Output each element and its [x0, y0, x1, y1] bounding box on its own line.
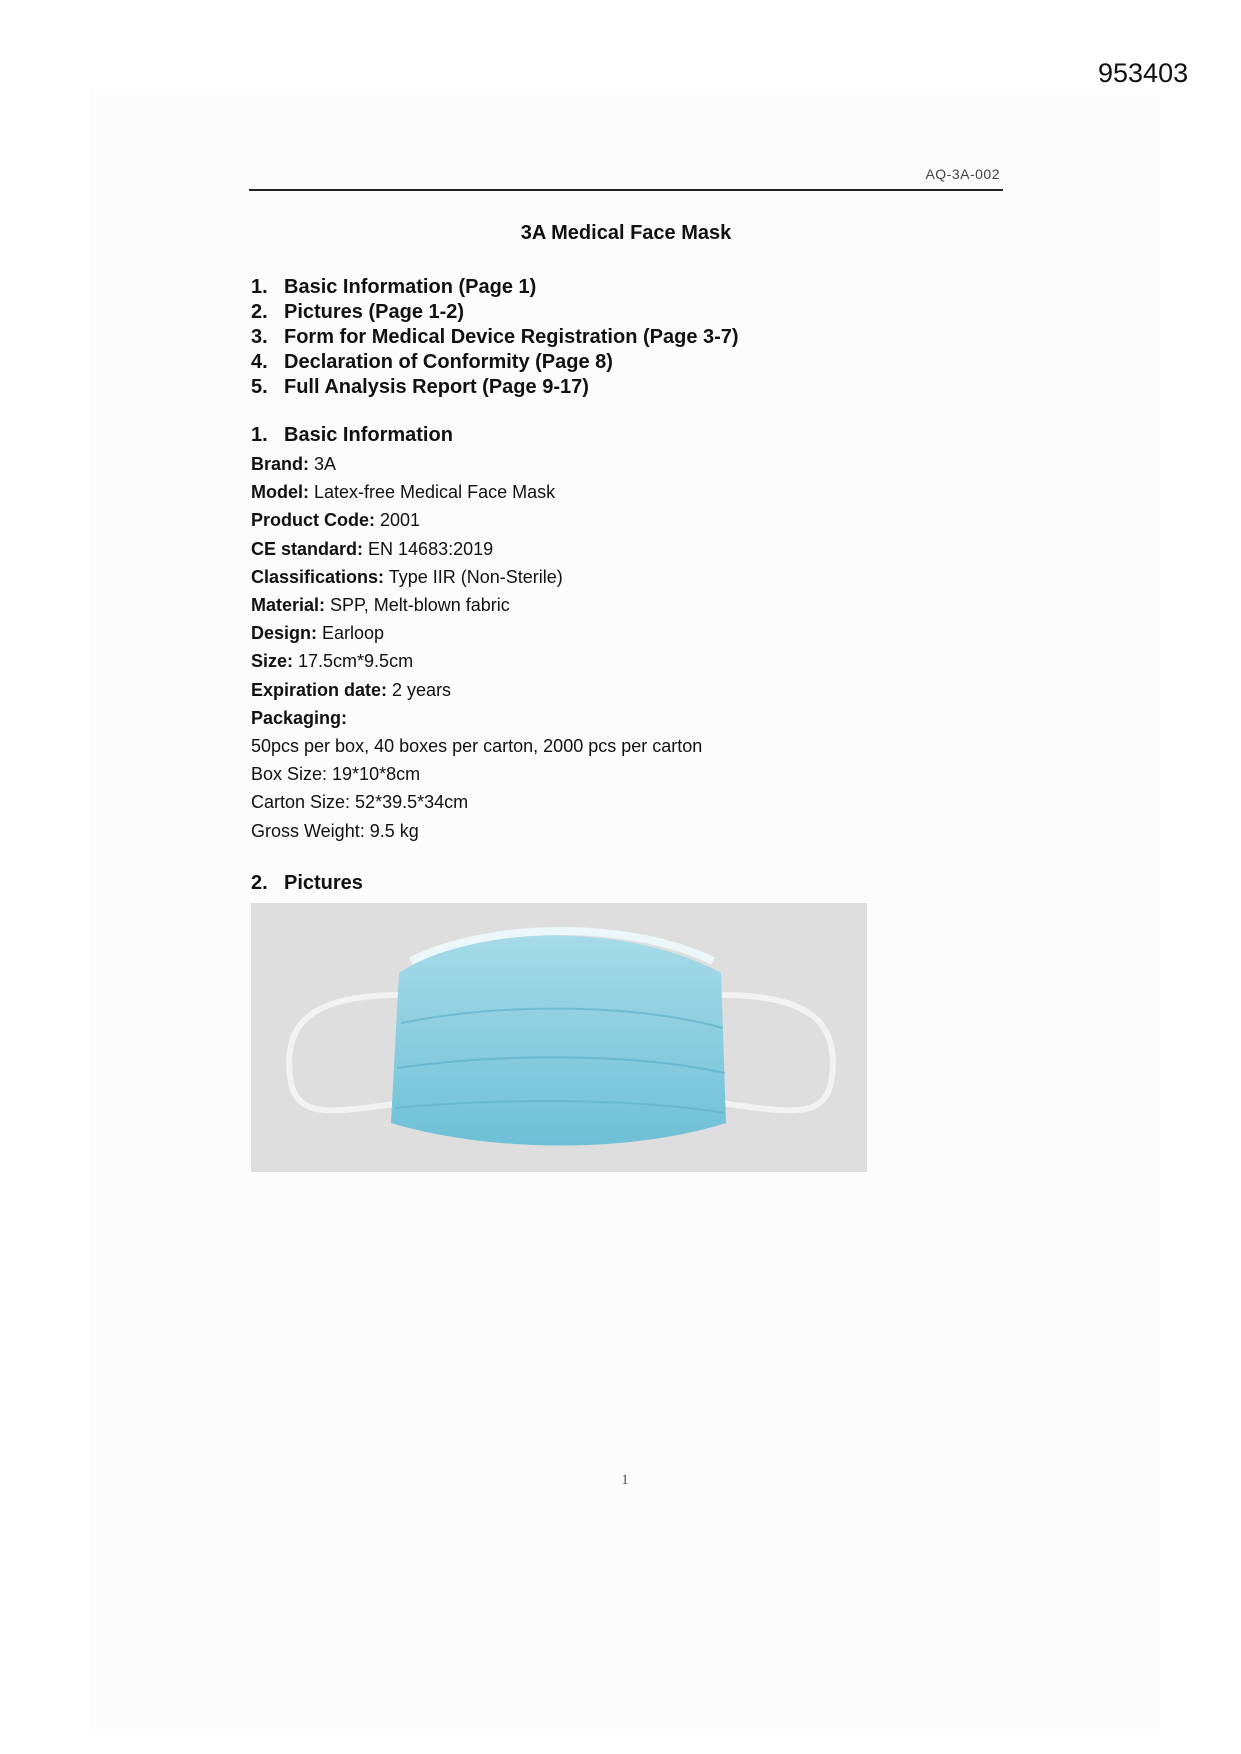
field-value: 3A: [309, 454, 337, 474]
packaging-line: Carton Size: 52*39.5*34cm: [251, 792, 469, 813]
toc-text: Pictures (Page 1-2): [284, 301, 465, 323]
section-title: Basic Information: [284, 424, 453, 446]
section-heading-basic-information: [251, 424, 453, 447]
field-ce-standard: [251, 535, 702, 563]
field-value: Latex-free Medical Face Mask: [309, 482, 556, 503]
basic-info-fields: [251, 450, 702, 845]
toc-number: 5.: [251, 376, 268, 398]
field-design: [251, 619, 702, 647]
field-size: [251, 647, 702, 675]
field-label: Brand:: [251, 454, 309, 474]
document-number: 953403: [1098, 58, 1189, 88]
toc-item: [251, 325, 739, 350]
field-product-code: [251, 506, 702, 534]
page-title: 3A Medical Face Mask: [520, 222, 732, 244]
field-packaging: [251, 704, 702, 732]
section-heading-pictures: [251, 872, 363, 895]
packaging-line: Box Size: 19*10*8cm: [251, 764, 421, 785]
field-label: Packaging:: [251, 707, 348, 728]
header-code: AQ-3A-002: [925, 166, 1000, 182]
field-label: Product Code:: [251, 510, 375, 531]
toc-text: Basic Information (Page 1): [284, 276, 537, 298]
field-value: 2001: [375, 510, 421, 531]
field-label: CE standard:: [251, 538, 364, 559]
table-of-contents: [251, 275, 739, 400]
field-value: EN 14683:2019: [363, 538, 494, 559]
packaging-line: 50pcs per box, 40 boxes per carton, 2000 pcs per carton: [251, 736, 703, 757]
page-number: 1: [621, 1472, 629, 1488]
toc-item: [251, 350, 739, 375]
section-number: 2.: [251, 872, 268, 894]
header-rule: [249, 189, 1003, 191]
field-label: Classifications:: [251, 566, 385, 587]
toc-item: [251, 375, 739, 400]
field-value: Type IIR (Non-Sterile): [384, 566, 563, 587]
toc-number: 4.: [251, 351, 268, 373]
toc-number: 2.: [251, 301, 268, 323]
toc-item: [251, 275, 739, 300]
toc-number: 3.: [251, 326, 268, 348]
field-model: [251, 478, 702, 506]
field-material: [251, 591, 702, 619]
field-value: Earloop: [317, 623, 385, 644]
field-value: 2 years: [387, 679, 452, 700]
field-label: Design:: [251, 623, 318, 644]
toc-text: Form for Medical Device Registration (Page 3-7): [284, 326, 739, 348]
field-value: SPP, Melt-blown fabric: [325, 595, 510, 616]
toc-item: [251, 300, 739, 325]
toc-text: Declaration of Conformity (Page 8): [284, 351, 613, 373]
toc-number: 1.: [251, 276, 268, 298]
section-number: 1.: [251, 424, 268, 446]
packaging-line: Gross Weight: 9.5 kg: [251, 820, 419, 841]
field-expiration: [251, 676, 702, 704]
section-title: Pictures: [284, 872, 363, 894]
field-label: Expiration date:: [251, 679, 388, 700]
toc-text: Full Analysis Report (Page 9-17): [284, 376, 589, 398]
field-label: Model:: [251, 482, 309, 503]
field-classifications: [251, 563, 702, 591]
field-label: Size:: [251, 651, 294, 672]
field-value: 17.5cm*9.5cm: [293, 651, 414, 672]
field-label: Material:: [251, 595, 326, 616]
face-mask-photo: [251, 903, 867, 1172]
field-brand: [251, 450, 702, 478]
